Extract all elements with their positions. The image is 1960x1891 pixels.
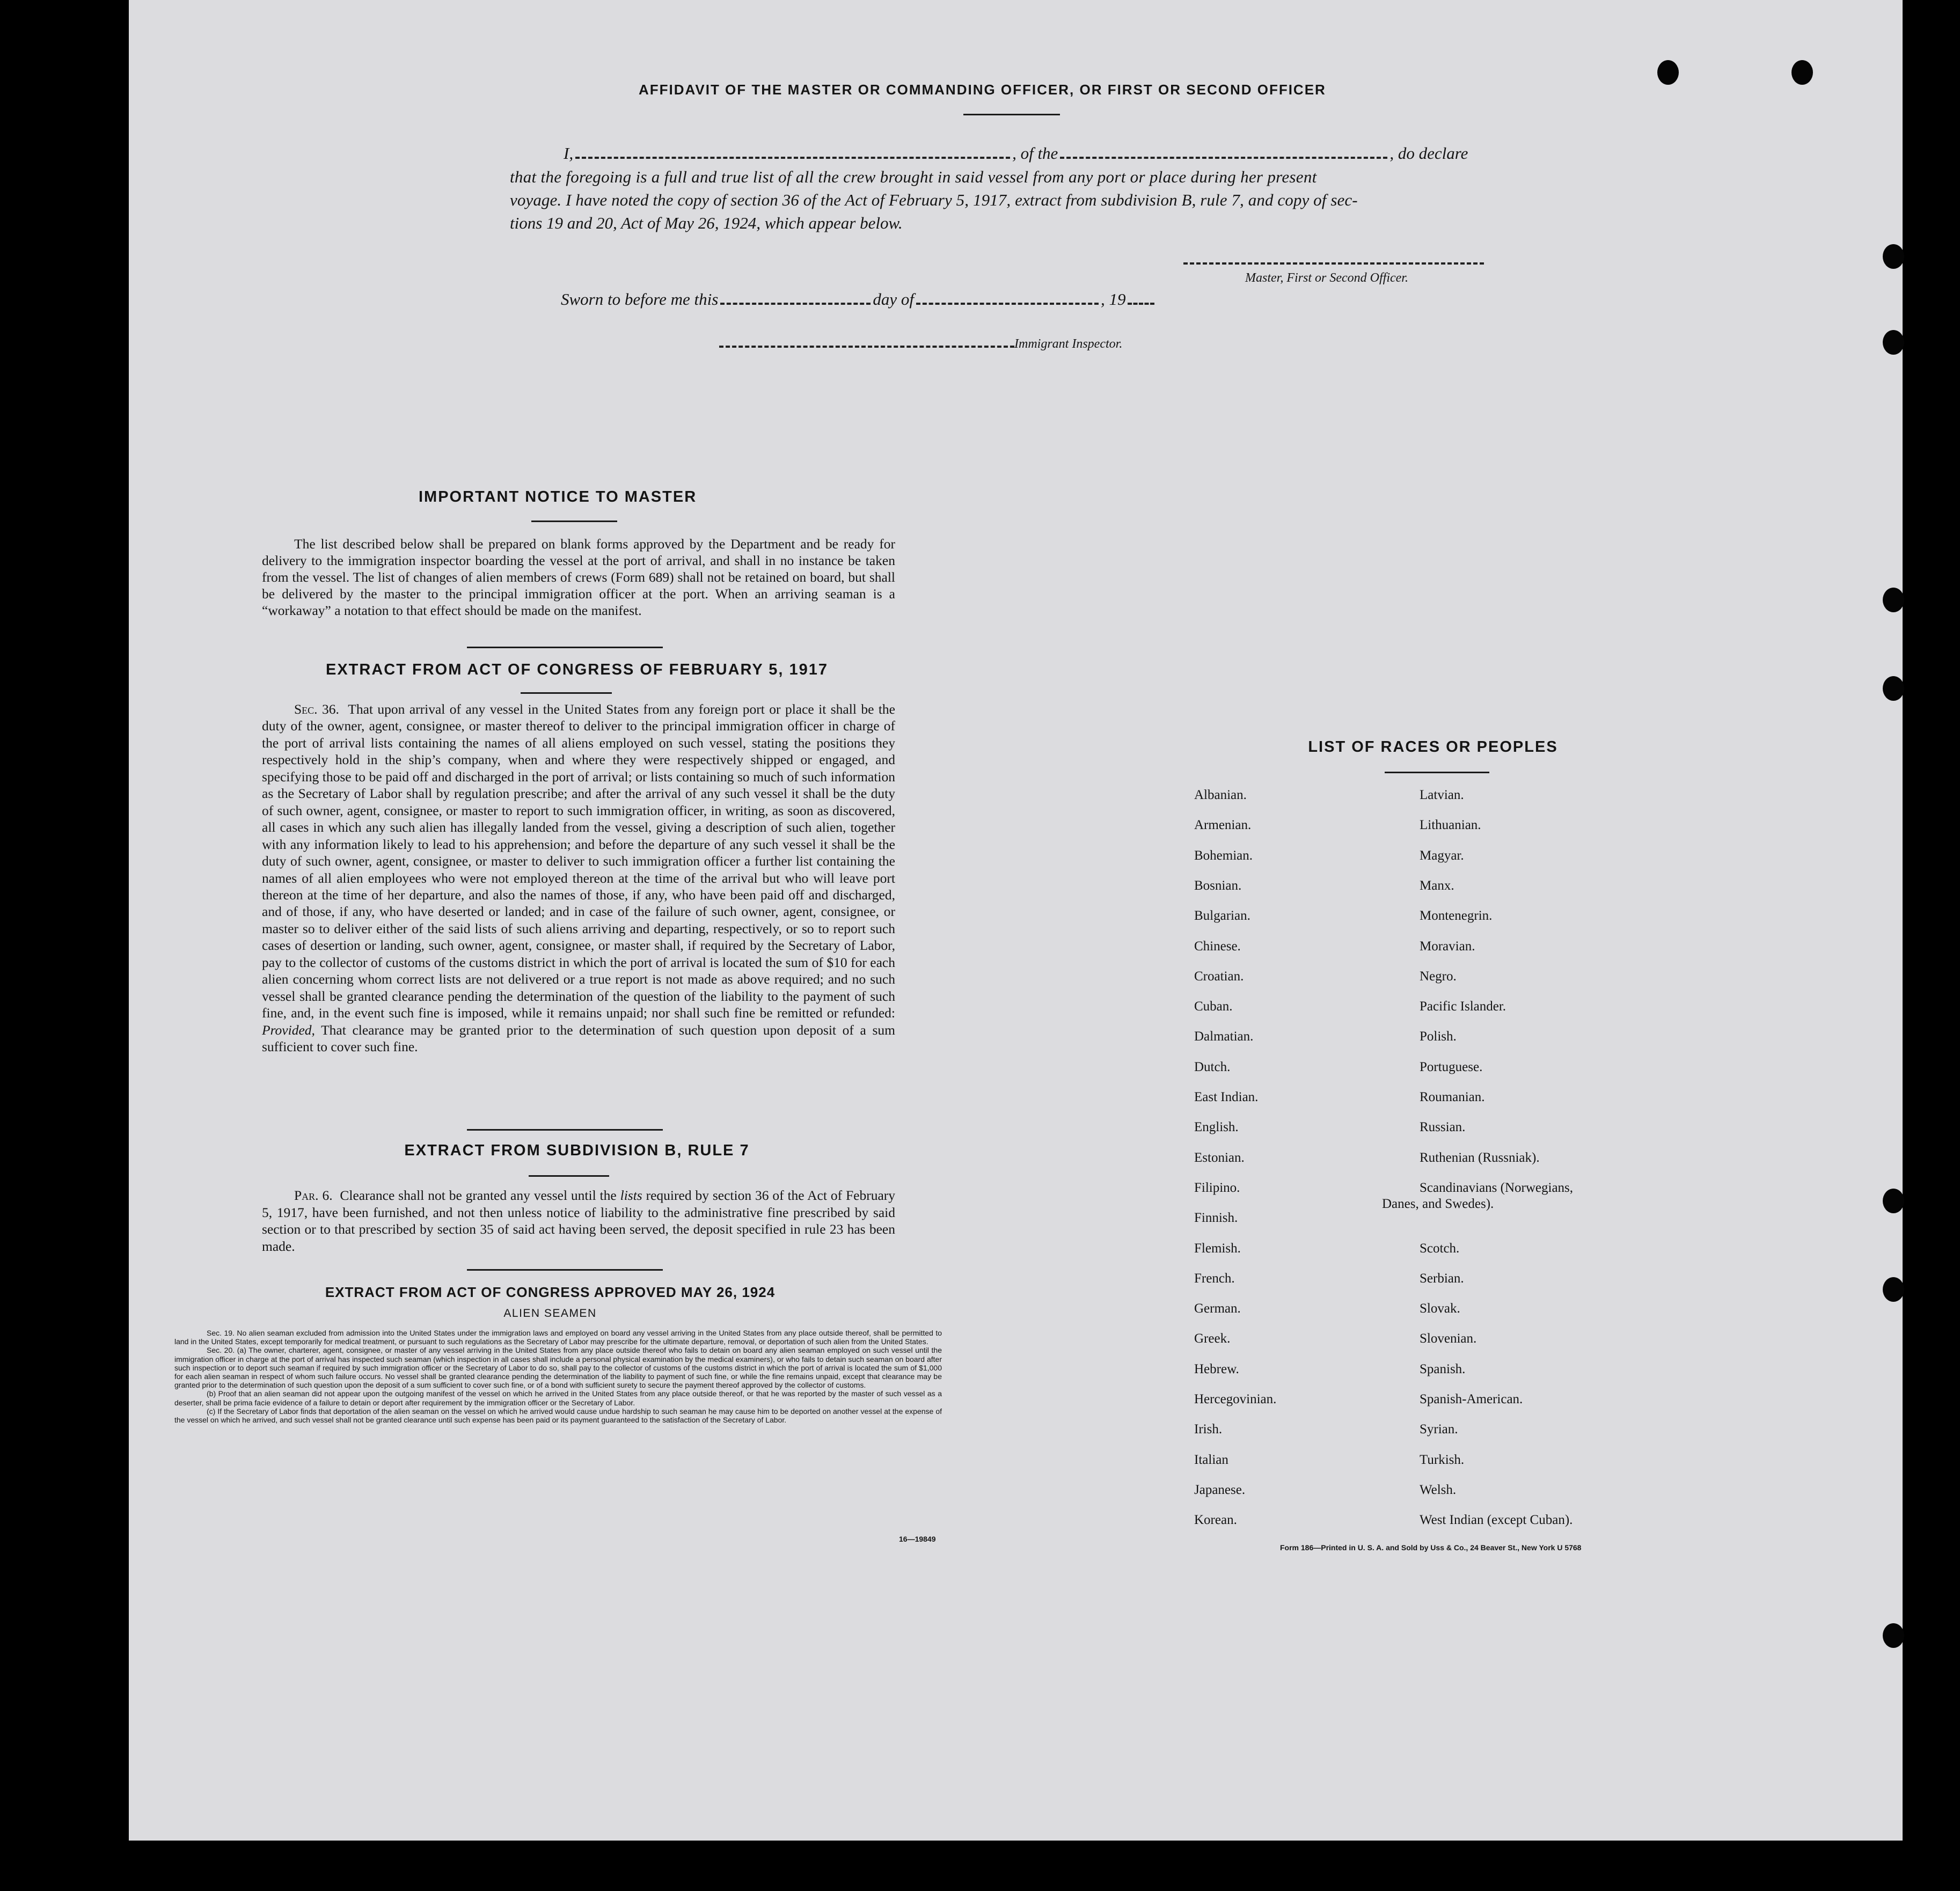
sec-20c-text: (c) If the Secretary of Labor finds that deportation of the alien seaman on the vessel on which he arrived would cause undue hardship to such seaman he may cause him to be deported on another vessel at the expense of the vessel on which he arrived, and such vessel shall not be granted clearance until such expense has been paid or its payment guaranteed to the satisfaction of the Secretary of Labor.: [174, 1406, 942, 1425]
affidavit-line-4: tions 19 and 20, Act of May 26, 1924, which appear below.: [510, 214, 903, 232]
race-item: Roumanian.: [1420, 1090, 1485, 1104]
affidavit-line-1: [564, 144, 1468, 163]
race-item: Dalmatian.: [1194, 1029, 1254, 1044]
affidavit-title: AFFIDAVIT OF THE MASTER OR COMMANDING OFFICER, OR FIRST OR SECOND OFFICER: [639, 82, 1326, 98]
race-item: Portuguese.: [1420, 1059, 1483, 1074]
race-item: Negro.: [1420, 969, 1457, 984]
race-item: Finnish.: [1194, 1211, 1238, 1226]
alien-seamen-subtitle: ALIEN SEAMEN: [503, 1307, 597, 1320]
race-item: Russian.: [1420, 1120, 1466, 1135]
punch-hole: [1883, 244, 1904, 269]
race-item: West Indian (except Cuban).: [1420, 1513, 1573, 1528]
extract-1924-text: [174, 1329, 942, 1424]
race-item: English.: [1194, 1120, 1239, 1135]
rule7-end-rule: [467, 1269, 663, 1271]
race-item: Spanish-American.: [1420, 1392, 1523, 1406]
race-item: Turkish.: [1420, 1452, 1465, 1467]
text-i: I,: [564, 144, 574, 163]
extract-1917-text: Sec. 36. That upon arrival of any vessel in the United States from any foreign port or place it shall be the duty of the owner, agent, consignee, or master thereof to deliver to the principal immigration officer in charge of the port of arrival lists containing the names of all aliens employed on such vessel, stating the positions they respectively hold in the ship’s company, when and where they were respectively shipped or engaged, and specifying those to be paid off and discharged in the port of arrival; or lists containing so much of such information as the Secretary of Labor shall by regulation prescribe; and after the arrival of any such vessel it shall be the duty of such owner, agent, consignee, or master to report to such immigration officer, in writing, as soon as discovered, all cases in which any such alien has illegally landed from the vessel, giving a description of such alien, together with any information likely to lead to his apprehension; and before the departure of any such vessel it shall be the duty of such owner, agent, consignee, or master to deliver to such immigration officer a further list containing the names of all alien employees who were not employed thereon at the time of the arrival but who will leave port thereon at the time of her departure, and also the names of those, if any, who have been paid off and discharged, and of those, if any, who have deserted or landed; and in case of the failure of such owner, agent, consignee, or master so to deliver either of the said lists of such aliens arriving and departing, respectively, or so to report such cases of desertion or landing, such owner, agent, consignee, or master shall, if required by the Secretary of Labor, pay to the collector of customs of the customs district in which the port of arrival is located the sum of $10 for each alien concerning whom correct lists are not delivered or a true report is not made as above required; and no such vessel shall be granted clearance pending the determination of the question of the liability to the payment of such fine, and, in the event such fine is imposed, while it remains unpaid; nor shall such fine be remitted or refunded: Provided, That clearance may be granted prior to the determination of such question upon deposit of a sum sufficient to cover such fine.: [262, 701, 895, 1055]
extract-1924-title: EXTRACT FROM ACT OF CONGRESS APPROVED MAY 26, 1924: [325, 1284, 776, 1300]
race-item: Welsh.: [1420, 1482, 1457, 1497]
race-item: Lithuanian.: [1420, 818, 1481, 833]
text-year: , 19: [1100, 290, 1126, 309]
text-declare: , do declare: [1389, 144, 1468, 163]
title-rule: [963, 114, 1060, 115]
sec-20b-text: (b) Proof that an alien seaman did not appear upon the outgoing manifest of the vessel on which he arrived in the United States from any place outside thereof, or that he was reported by the master of such vessel as a deserter, shall be prima facie evidence of a failure to detain or deport after requirement by the immigration officer or the Secretary of Labor.: [174, 1389, 942, 1407]
rule7-title: EXTRACT FROM SUBDIVISION B, RULE 7: [404, 1142, 750, 1159]
races-title: LIST OF RACES OR PEOPLES: [1308, 738, 1558, 756]
notice-end-rule: [467, 647, 663, 648]
sec-19-text: Sec. 19. No alien seaman excluded from admission into the United States under the immigration laws and employed on board any vessel arriving in the United States from any place outside thereof, shall be permitted to land in the United States, except temporarily for medical treatment, or pursuant to such regulations as the Secretary of Labor may prescribe for the ultimate departure, removal, or deportation of such alien from the United States.: [174, 1329, 942, 1346]
race-item: Spanish.: [1420, 1361, 1466, 1376]
race-item: Irish.: [1194, 1422, 1223, 1437]
punch-hole: [1883, 330, 1904, 355]
inspector-line: [719, 337, 1122, 351]
race-item: Manx.: [1420, 878, 1454, 893]
sec-20a-text: Sec. 20. (a) The owner, charterer, agent, consignee, or master of any vessel arriving in the United States from any place outside thereof who fails to detain on board any alien seaman employed on such vessel until the immigration officer in charge at the port of arrival has inspected such seaman (which inspection in all cases shall include a personal physical examination by the medical examiners), or who fails to detain such seaman on board after such inspection or to deport such seaman if required by such immigration officer or the Secretary of Labor to do so, shall pay to the collector of customs of the customs district in which the port of arrival is located the sum of $1,000 for each alien seaman in respect of whom such failure occurs. No vessel shall be granted clearance pending the determination of the liability to payment of such fine, or while the fine remains unpaid, except that clearance may be granted prior to the determination of such question upon the deposit of a sum sufficient to cover such fine, or of a bond with sufficient surety to secure the payment thereof approved by the collector of customs.: [174, 1346, 942, 1390]
race-item: Flemish.: [1194, 1241, 1241, 1256]
extract-1917-title: EXTRACT FROM ACT OF CONGRESS OF FEBRUARY 5, 1917: [325, 661, 829, 678]
rule7-text: Par. 6. Clearance shall not be granted any vessel until the lists required by section 36 of the Act of February 5, 1917, have been furnished, and not then unless notice of liability to the administrative fine prescribed by said section or to that prescribed by section 35 of said act having been served, the deposit specified in rule 23 has been made.: [262, 1188, 895, 1254]
punch-hole: [1883, 588, 1904, 612]
punch-hole: [1883, 676, 1904, 701]
race-item: Estonian.: [1194, 1150, 1245, 1165]
master-caption: Master, First or Second Officer.: [1245, 271, 1408, 285]
sec-36-label: Sec. 36.: [294, 701, 339, 717]
print-code: 16—19849: [899, 1535, 936, 1543]
master-signature-line: [1183, 258, 1484, 267]
notice-rule: [531, 521, 617, 522]
race-item: Moravian.: [1420, 939, 1475, 954]
race-item: Ruthenian (Russniak).: [1420, 1150, 1540, 1165]
race-item: Hebrew.: [1194, 1361, 1239, 1376]
inspector-caption: Immigrant Inspector.: [1014, 337, 1123, 351]
race-item: French.: [1194, 1271, 1235, 1286]
text-day-of: day of: [873, 290, 914, 309]
form-imprint: Form 186—Printed in U. S. A. and Sold by Uss & Co., 24 Beaver St., New York U 5768: [1280, 1543, 1582, 1552]
lists-word: lists: [620, 1188, 642, 1203]
race-item: Slovak.: [1420, 1301, 1460, 1316]
race-item: Syrian.: [1420, 1422, 1458, 1437]
race-item: German.: [1194, 1301, 1241, 1316]
race-item: Cuban.: [1194, 999, 1233, 1014]
rule7-top-rule: [467, 1129, 663, 1131]
race-item: Scandinavians (Norwegians,: [1420, 1180, 1574, 1195]
text-of-the: , of the: [1012, 144, 1058, 163]
punch-hole: [1883, 1623, 1904, 1648]
race-item: Polish.: [1420, 1029, 1457, 1044]
notice-text: The list described below shall be prepared on blank forms approved by the Department and be ready for delivery to the immigration inspector boarding the vessel at the port of arrival, and shall in no instance be taken from the vessel. The list of changes of alien members of crews (Form 689) shall not be retained on board, but shall be delivered by the master to the principal immigration officer at the port. When an arriving seaman is a “workaway” a notation to that effect should be made on the manifest.: [262, 536, 895, 618]
race-item: Dutch.: [1194, 1059, 1231, 1074]
race-item: Magyar.: [1420, 848, 1464, 863]
affidavit-line-2: that the foregoing is a full and true list of all the crew brought in said vessel from any port or place during her present: [510, 167, 1317, 186]
race-item: Chinese.: [1194, 939, 1241, 954]
race-item: Bosnian.: [1194, 878, 1242, 893]
race-item: Filipino.: [1194, 1180, 1240, 1195]
race-item: Danes, and Swedes).: [1382, 1196, 1494, 1211]
race-item: Greek.: [1194, 1331, 1231, 1346]
notice-title: IMPORTANT NOTICE TO MASTER: [419, 488, 697, 505]
race-item: East Indian.: [1194, 1090, 1259, 1104]
sworn-line: [561, 290, 1157, 309]
race-item: Bohemian.: [1194, 848, 1253, 863]
race-item: Slovenian.: [1420, 1331, 1477, 1346]
race-item: Bulgarian.: [1194, 908, 1250, 923]
punch-hole: [1883, 1277, 1904, 1302]
race-item: Serbian.: [1420, 1271, 1464, 1286]
race-item: Latvian.: [1420, 788, 1464, 802]
affidavit-line-3: voyage. I have noted the copy of section 36 of the Act of February 5, 1917, extract from subdivision B, rule 7, and copy of sec-: [510, 190, 1358, 209]
race-item: Italian: [1194, 1452, 1228, 1467]
race-item: Montenegrin.: [1420, 908, 1493, 923]
race-item: Pacific Islander.: [1420, 999, 1506, 1014]
race-item: Scotch.: [1420, 1241, 1460, 1256]
extract-1917-rule: [521, 692, 612, 694]
form-page: [129, 0, 1903, 1841]
race-item: Japanese.: [1194, 1482, 1246, 1497]
punch-hole: [1657, 60, 1679, 85]
provided-word: Provided,: [262, 1022, 315, 1038]
punch-hole: [1791, 60, 1813, 85]
race-item: Korean.: [1194, 1513, 1237, 1528]
par-6-label: Par. 6.: [294, 1188, 333, 1203]
punch-hole: [1883, 1189, 1904, 1213]
race-item: Hercegovinian.: [1194, 1392, 1277, 1406]
text-sworn: Sworn to before me this: [561, 290, 719, 309]
races-rule: [1385, 772, 1489, 773]
rule7-rule: [529, 1175, 609, 1177]
race-item: Croatian.: [1194, 969, 1244, 984]
race-item: Albanian.: [1194, 788, 1247, 802]
race-item: Armenian.: [1194, 818, 1252, 833]
